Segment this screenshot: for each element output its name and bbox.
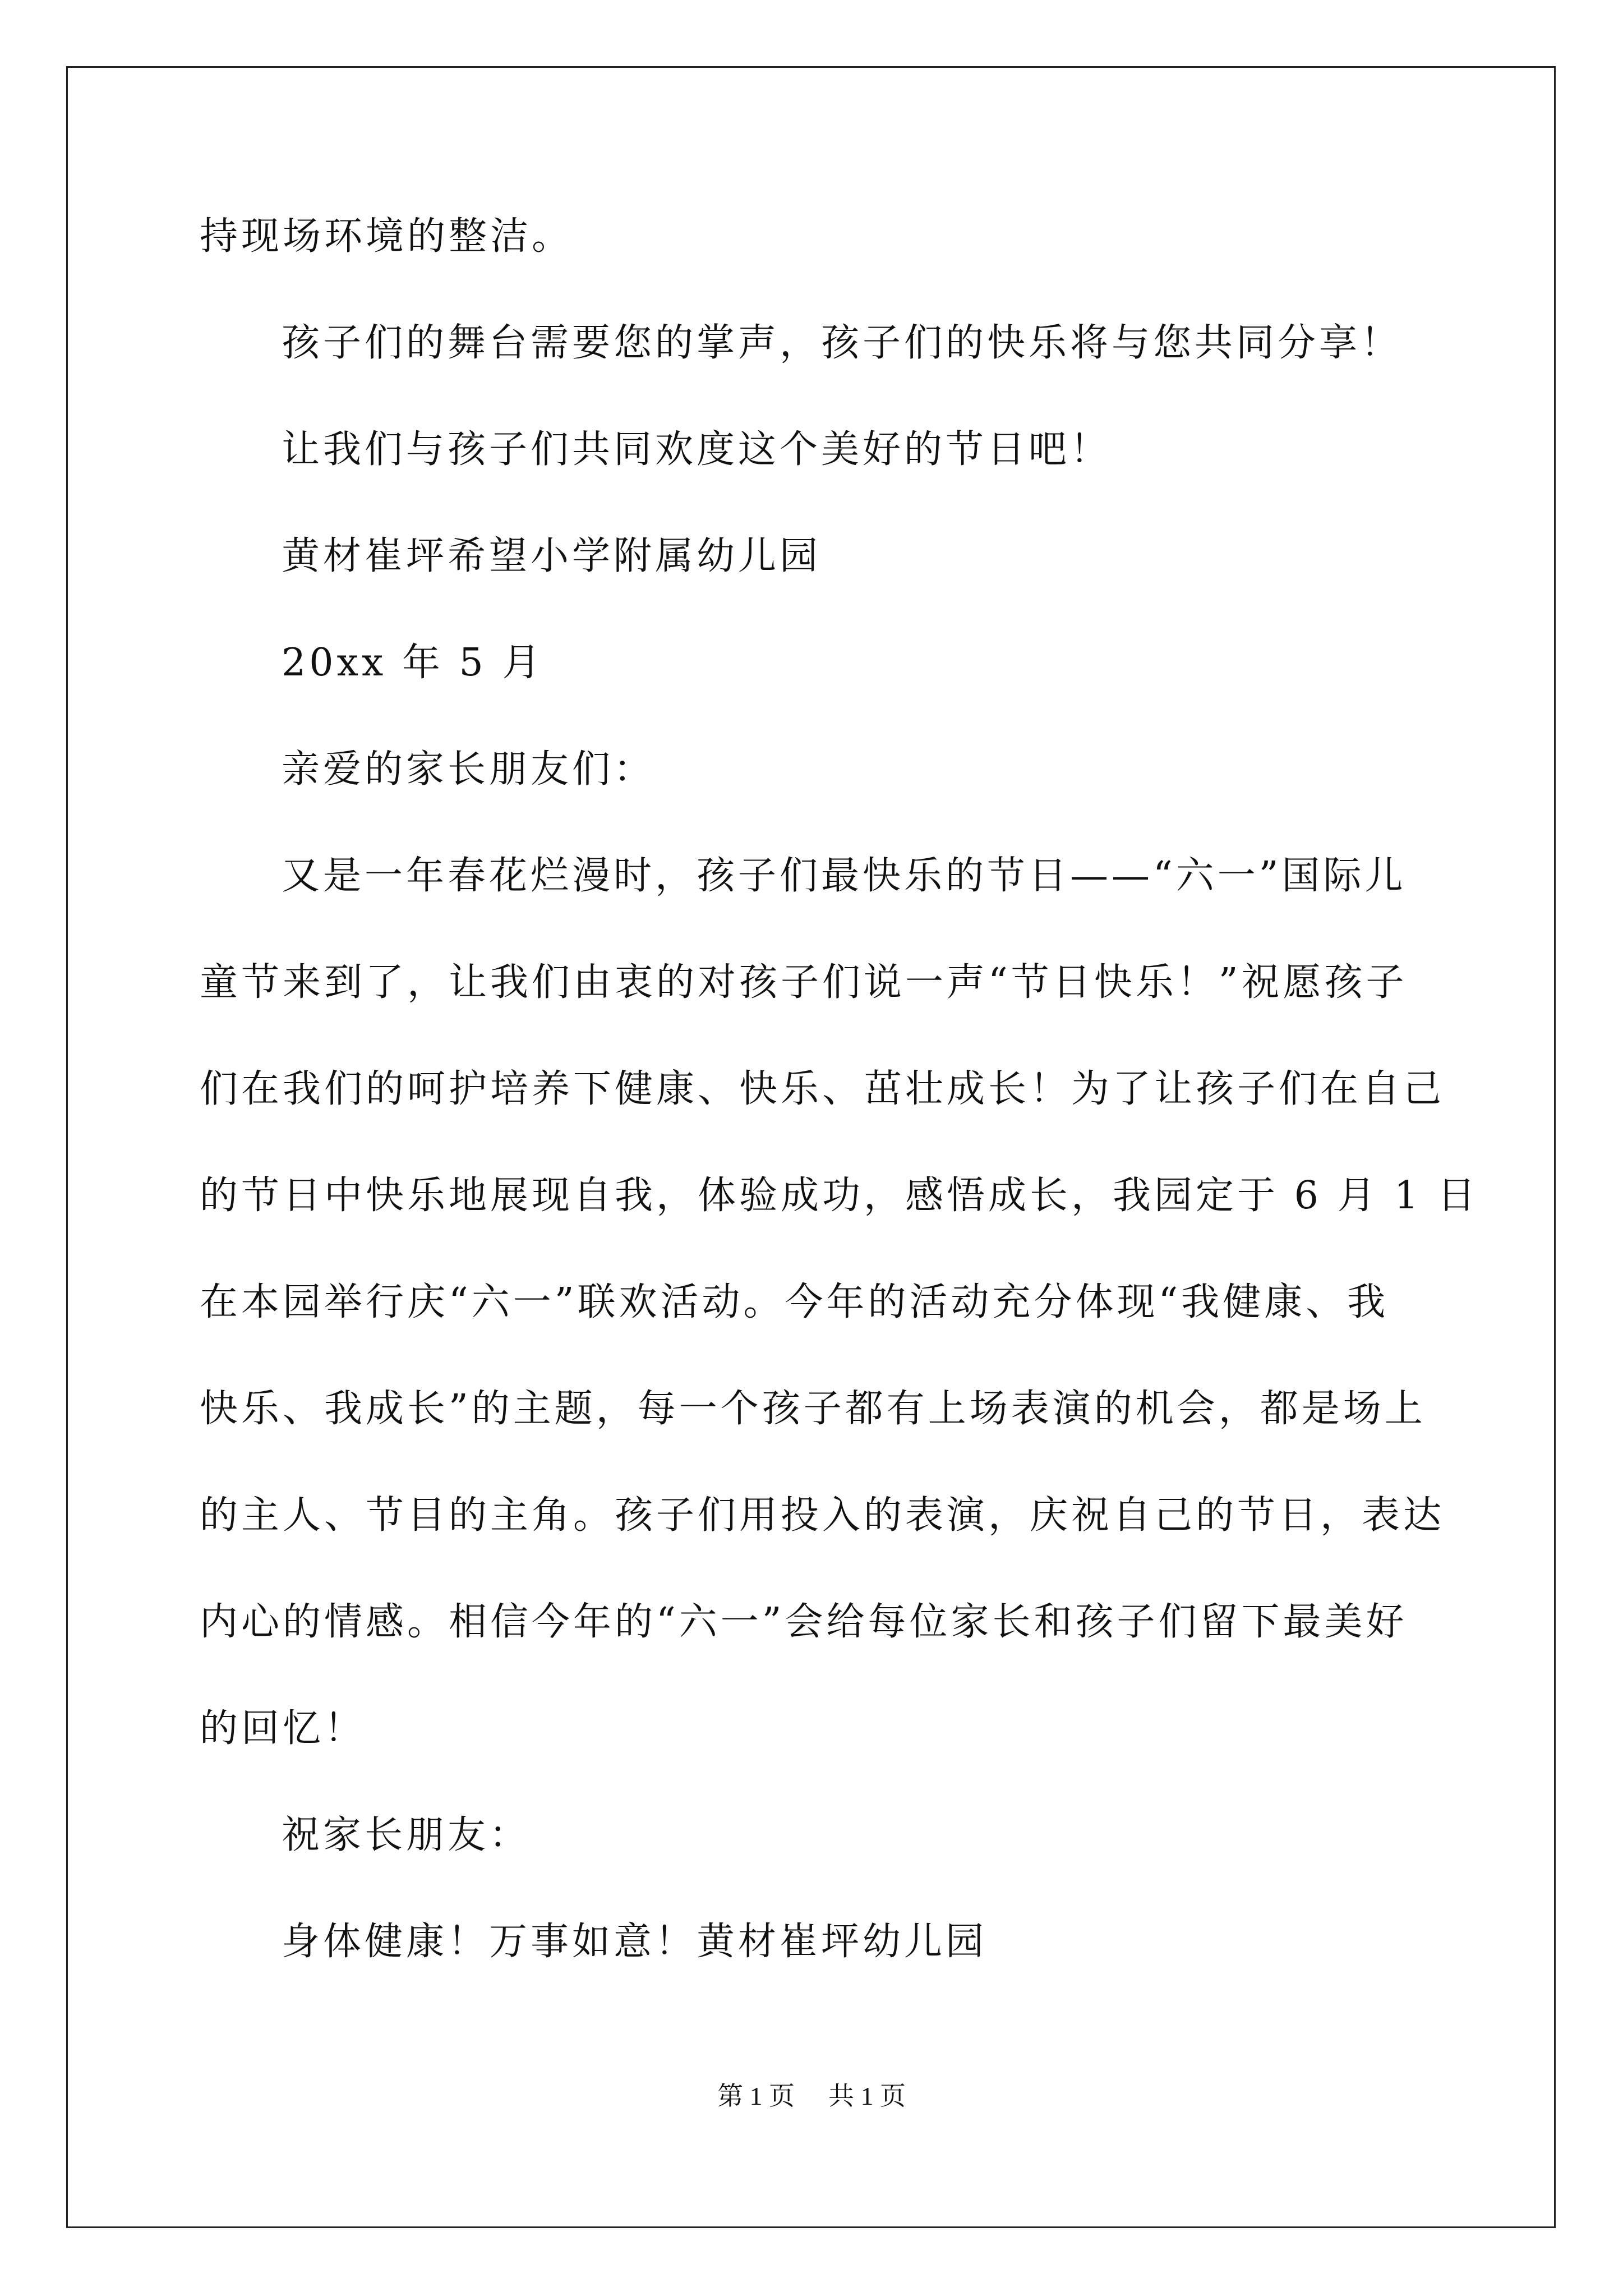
paragraph-line: 又是一年春花烂漫时，孩子们最快乐的节日——“六一”国际儿 [282, 854, 1407, 898]
page-number: 第 1 页 [717, 2082, 795, 2110]
paragraph-line: 持现场环境的整洁。 [200, 214, 574, 259]
paragraph-line: 内心的情感。相信今年的“六一”会给每位家长和孩子们留下最美好 [200, 1600, 1408, 1644]
paragraph-line: 的节日中快乐地展现自我，体验成功，感悟成长，我园定于 6 月 1 日 [200, 1174, 1479, 1218]
paragraph-line: 的回忆！ [200, 1706, 366, 1751]
paragraph-line: 们在我们的呵护培养下健康、快乐、茁壮成长！为了让孩子们在自己 [200, 1067, 1445, 1111]
paragraph-line: 的主人、节目的主角。孩子们用投入的表演，庆祝自己的节日，表达 [200, 1493, 1445, 1538]
paragraph-line: 在本园举行庆“六一”联欢活动。今年的活动充分体现“我健康、我 [200, 1280, 1389, 1324]
signature-line: 黄材崔坪希望小学附属幼儿园 [282, 534, 822, 578]
closing-line: 祝家长朋友： [282, 1813, 531, 1857]
paragraph-line: 孩子们的舞台需要您的掌声，孩子们的快乐将与您共同分享！ [282, 321, 1403, 365]
paragraph-line: 让我们与孩子们共同欢度这个美好的节日吧！ [282, 427, 1112, 472]
document-body [200, 210, 1479, 1968]
paragraph-line: 童节来到了，让我们由衷的对孩子们说一声“节日快乐！”祝愿孩子 [200, 960, 1408, 1005]
page-total: 共 1 页 [828, 2082, 906, 2110]
page-footer [0, 2076, 1623, 2113]
salutation-line: 亲爱的家长朋友们： [282, 747, 656, 792]
date-line: 20xx 年 5 月 [282, 641, 544, 685]
closing-line: 身体健康！万事如意！黄材崔坪幼儿园 [282, 1920, 988, 1964]
paragraph-line: 快乐、我成长”的主题，每一个孩子都有上场表演的机会，都是场上 [200, 1387, 1426, 1431]
